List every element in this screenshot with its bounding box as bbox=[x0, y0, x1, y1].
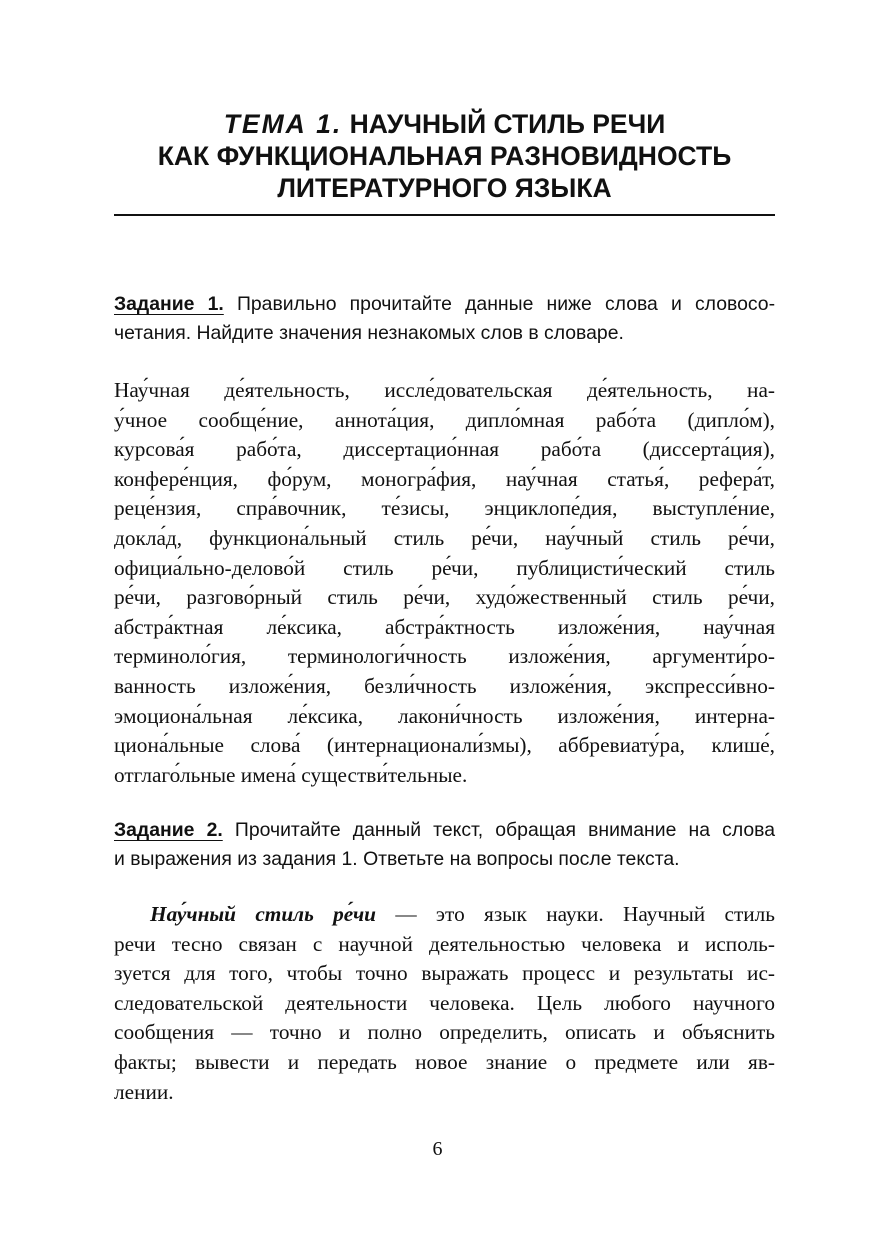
task-2-label: Задание 2. bbox=[114, 819, 223, 841]
reading-text-line: факты; вывести и передать новое знание о предмете или яв- bbox=[114, 1049, 775, 1074]
word-list-line: отглаго́льные имена́ существи́тельные. bbox=[114, 762, 468, 787]
word-list-line: абстра́ктная ле́ксика, абстра́ктность изложе́ния, нау́чная bbox=[114, 614, 775, 639]
word-list-line: докла́д, функциона́льный стиль ре́чи, нау́чный стиль ре́чи, bbox=[114, 525, 775, 550]
task-2 bbox=[114, 816, 775, 874]
task-2-line-1 bbox=[114, 816, 775, 845]
task-1-label: Задание 1. bbox=[114, 293, 224, 315]
page-number: 6 bbox=[432, 1138, 443, 1160]
reading-text-line: сообщения — точно и полно определить, описать и объяснить bbox=[114, 1020, 775, 1045]
title-line-1-text: НАУЧНЫЙ СТИЛЬ РЕЧИ bbox=[349, 109, 666, 139]
title-line-3: ЛИТЕРАТУРНОГО ЯЗЫКА bbox=[277, 173, 612, 203]
task-2-line-2: и выражения из задания 1. Ответьте на вопросы после текста. bbox=[114, 848, 680, 870]
word-list-line: эмоциона́льная ле́ксика, лакони́чность изложе́ния, интерна- bbox=[114, 703, 775, 728]
word-list-line: официа́льно-делово́й стиль ре́чи, публицисти́ческий стиль bbox=[114, 555, 775, 580]
reading-text-line: речи тесно связан с научной деятельностью человека и исполь- bbox=[114, 931, 775, 956]
task-1-line-1 bbox=[114, 290, 775, 319]
task-2-line-1-text: Прочитайте данный текст, обращая внимание на слова bbox=[234, 819, 776, 841]
word-list-line: у́чное сообще́ние, аннота́ция, дипло́мная рабо́та (дипло́м), bbox=[114, 407, 775, 432]
word-list-line: конфере́нция, фо́рум, моногра́фия, нау́чная статья́, рефера́т, bbox=[114, 466, 775, 491]
reading-text-line-1-rest: — это язык науки. Научный стиль bbox=[395, 902, 776, 926]
task-1-line-1-text: Правильно прочитайте данные ниже слова и словосо- bbox=[236, 293, 776, 315]
chapter-title bbox=[114, 108, 775, 204]
title-line-1 bbox=[114, 108, 775, 140]
title-divider bbox=[114, 214, 775, 216]
word-list-line: Нау́чная де́ятельность, иссле́довательская де́ятельность, на- bbox=[114, 378, 775, 402]
word-list-line: реце́нзия, спра́вочник, те́зисы, энциклопе́дия, выступле́ние, bbox=[114, 496, 775, 521]
reading-text-line: лении. bbox=[114, 1079, 174, 1104]
word-list-line: терминоло́гия, терминологи́чность изложе́ния, аргументи́ро- bbox=[114, 644, 775, 669]
word-list-line: ре́чи, разгово́рный стиль ре́чи, худо́жественный стиль ре́чи, bbox=[114, 585, 775, 610]
title-line-2: КАК ФУНКЦИОНАЛЬНАЯ РАЗНОВИДНОСТЬ bbox=[157, 141, 732, 171]
reading-text-line: зуется для того, чтобы точно выражать процесс и результаты ис- bbox=[114, 961, 775, 986]
word-list-line: курсова́я рабо́та, диссертацио́нная рабо́та (диссерта́ция), bbox=[114, 437, 775, 462]
word-list-line: ванность изложе́ния, безли́чность изложе́ния, экспресси́вно- bbox=[114, 673, 775, 698]
word-list bbox=[114, 376, 775, 790]
task-1 bbox=[114, 290, 775, 348]
reading-text bbox=[114, 900, 775, 1107]
reading-text-line: следовательской деятельности человека. Цель любого научного bbox=[114, 990, 775, 1015]
task-1-line-2: четания. Найдите значения незнакомых слов в словаре. bbox=[114, 322, 624, 344]
title-tema-label: ТЕМА 1. bbox=[223, 109, 343, 139]
reading-text-line bbox=[114, 900, 775, 930]
term-scientific-style: Нау́чный стиль ре́чи bbox=[150, 902, 376, 926]
word-list-line: циона́льные слова́ (интернационали́змы), аббревиату́ра, клише́, bbox=[114, 733, 775, 758]
